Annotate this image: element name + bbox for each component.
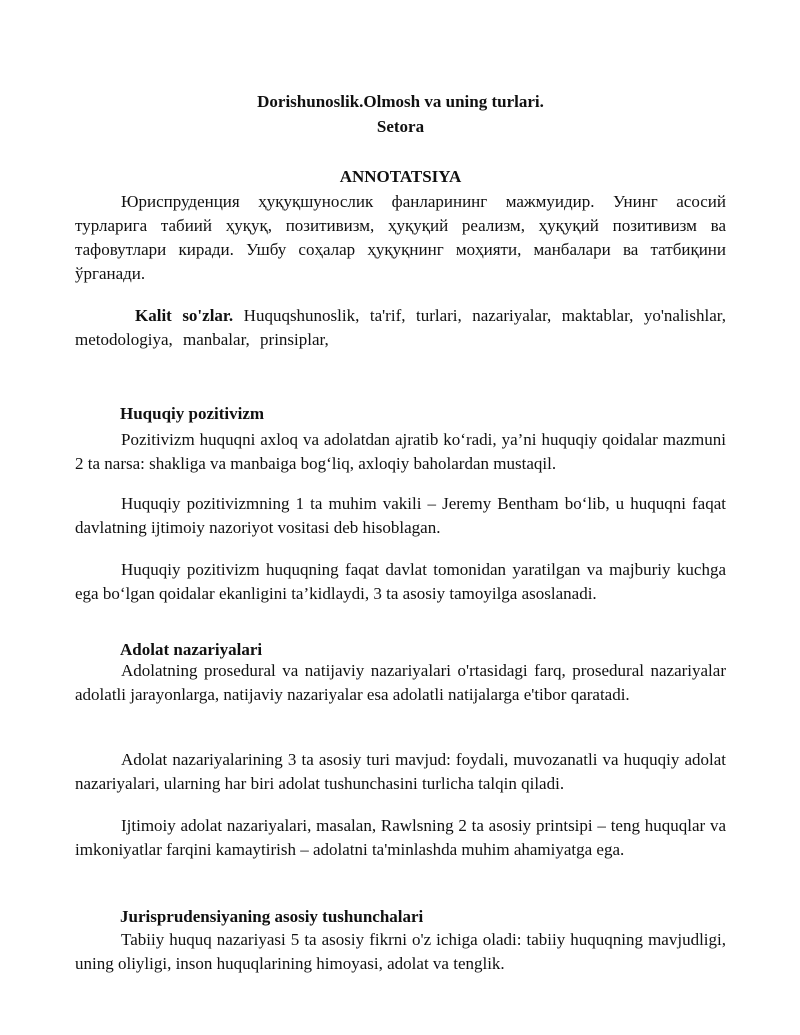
section-heading: Huquqiy pozitivizm [120,404,265,423]
keywords-text: Huquqshunoslik, ta'rif, turlari, nazariyalar, maktablar, yo'nalishlar, metodologiya, manbalar, prinsiplar, [75,306,726,349]
section-paragraph: Huquqiy pozitivizmning 1 ta muhim vakili – Jeremy Bentham bo‘lib, u huquqni faqat davlatning ijtimoiy nazoriyot vositasi deb hisoblagan. [75,494,726,537]
section-paragraph: Huquqiy pozitivizm huquqning faqat davlat tomonidan yaratilgan va majburiy kuchga ega bo‘lgan qoidalar ekanligini ta’kidlaydi, 3 ta asosiy tamoyilga asoslanadi. [75,560,726,603]
document-title: Dorishunoslik.Olmosh va uning turlari. [257,92,544,111]
section-heading: Adolat nazariyalari [120,640,263,659]
section-paragraph: Tabiiy huquq nazariyasi 5 ta asosiy fikrni o'z ichiga oladi: tabiiy huquqning mavjudligi, uning oliyligi, inson huquqlarining himoyasi, adolat va tenglik. [75,930,726,973]
section-paragraph: Ijtimoiy adolat nazariyalari, masalan, Rawlsning 2 ta asosiy printsipi – teng huquqlar va imkoniyatlar farqini kamaytirish – adolatni ta'minlashda muhim ahamiyatga ega. [75,816,726,859]
document-author: Setora [376,117,425,136]
annotation-text: Юриспруденция ҳуқуқшунослик фанларининг мажмуидир. Унинг асосий турларига табиий ҳуқуқ, позитивизм, ҳуқуқий реализм, ҳуқуқий позитивизм ва тафовутлари киради. Ушбу соҳалар ҳуқуқнинг моҳияти, манбалари ва татбиқини ўрганади. [75,192,726,283]
annotation-heading: ANNOTATSIYA [339,167,462,186]
section-paragraph: Adolat nazariyalarining 3 ta asosiy turi mavjud: foydali, muvozanatli va huquqiy adolat nazariyalari, ularning har biri adolat tushunchasini turlicha talqin qiladi. [75,750,726,793]
section-heading: Jurisprudensiyaning asosiy tushunchalari [120,907,424,926]
keywords-paragraph [75,304,726,352]
section-paragraph: Pozitivizm huquqni axloq va adolatdan ajratib ko‘radi, ya’ni huquqiy qoidalar mazmuni 2 ta narsa: shakliga va manbaiga bog‘liq, axloqiy baholardan mustaqil. [75,430,726,473]
keywords-label: Kalit so'zlar. [135,306,234,325]
section-paragraph: Adolatning prosedural va natijaviy nazariyalari o'rtasidagi farq, prosedural nazariyalar adolatli jarayonlarga, natijaviy nazariyalar esa adolatli natijalarga e'tibor qaratadi. [75,661,726,704]
